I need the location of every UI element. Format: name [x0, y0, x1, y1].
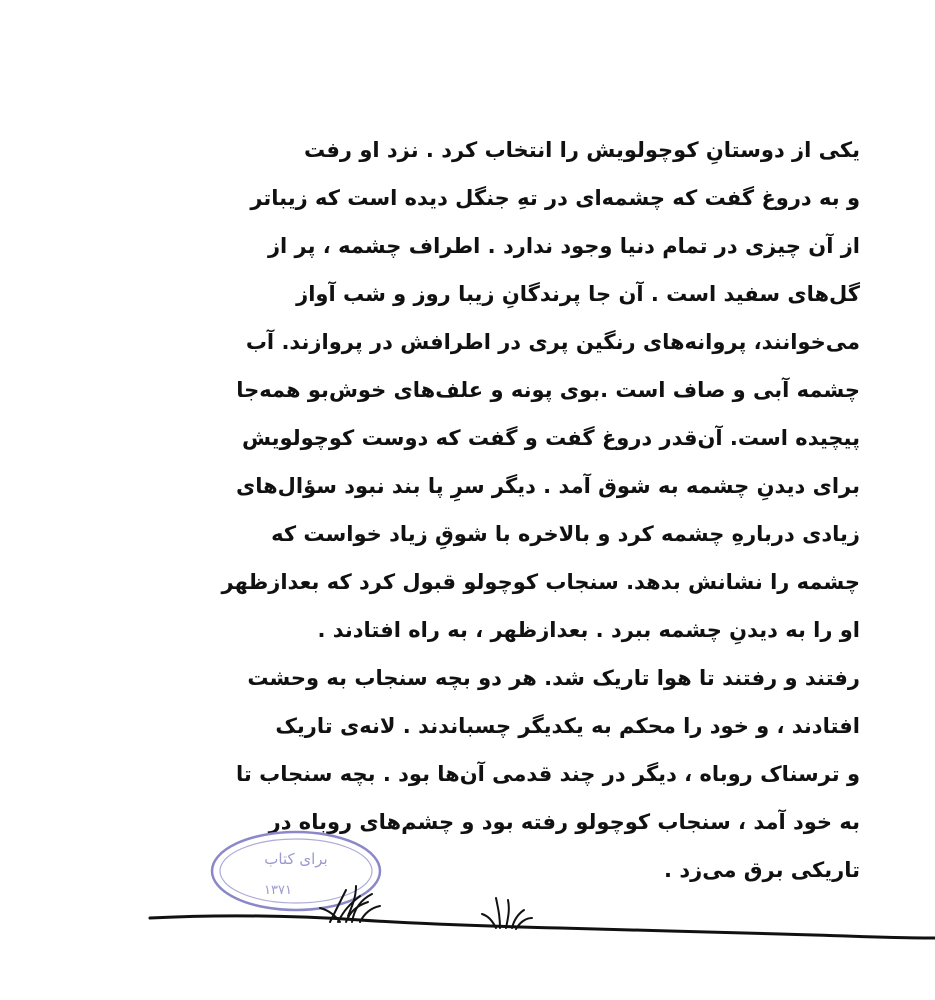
story-line: گل‌های سفید است . آن جا پرندگانِ زیبا روز و شب آواز	[296, 282, 860, 306]
grass-tuft-left-icon	[320, 886, 380, 922]
story-line: او را به دیدنِ چشمه ببرد . بعدازظهر ، به راه افتادند .	[317, 618, 860, 642]
story-line: چشمه را نشانش بدهد. سنجاب کوچولو قبول کرد که بعدازظهر	[221, 570, 860, 594]
story-line: چشمه آبی و صاف است .بوی پونه و علف‌های خوش‌بو همه‌جا	[236, 378, 860, 402]
stamp-text: برای کتاب	[264, 850, 328, 868]
story-line: برای دیدنِ چشمه به شوق آمد . دیگر سرِ پا بند نبود سؤال‌های	[235, 474, 860, 498]
story-line: پیچیده است. آن‌قدر دروغ گفت و گفت که دوست کوچولویش	[241, 426, 860, 450]
story-line: زیادی دربارهِ چشمه کرد و بالاخره با شوقِ زیاد خواست که	[271, 522, 860, 546]
story-line: افتادند ، و خود را محکم به یکدیگر چسباندند . لانه‌ی تاریک	[275, 714, 860, 738]
story-line: از آن چیزی در تمام دنیا وجود ندارد . اطراف چشمه ، پر از	[267, 234, 860, 258]
story-line: و ترسناک روباه ، دیگر در چند قدمی آن‌ها بود . بچه سنجاب تا	[236, 762, 860, 786]
story-line: به خود آمد ، سنجاب کوچولو رفته بود و چشم‌های روباه در	[268, 810, 860, 834]
story-text	[150, 126, 860, 894]
story-line: تاریکی برق می‌زد .	[664, 858, 860, 882]
story-line: یکی از دوستانِ کوچولویش را انتخاب کرد . نزد او رفت	[303, 138, 860, 162]
story-line: و به دروغ گفت که چشمه‌ای در تهِ جنگل دیده است که زیباتر	[250, 186, 860, 210]
stamp-number: ۱۳۷۱	[264, 883, 292, 898]
ground-illustration	[0, 880, 935, 960]
story-line: می‌خوانند، پروانه‌های رنگین پری در اطرافش در پرواز‌ند. آب	[245, 330, 860, 354]
story-line: رفتند و رفتند تا هوا تاریک شد. هر دو بچه سنجاب به وحشت	[247, 666, 860, 690]
grass-tuft-right-icon	[482, 898, 532, 929]
ground-line	[150, 916, 935, 938]
